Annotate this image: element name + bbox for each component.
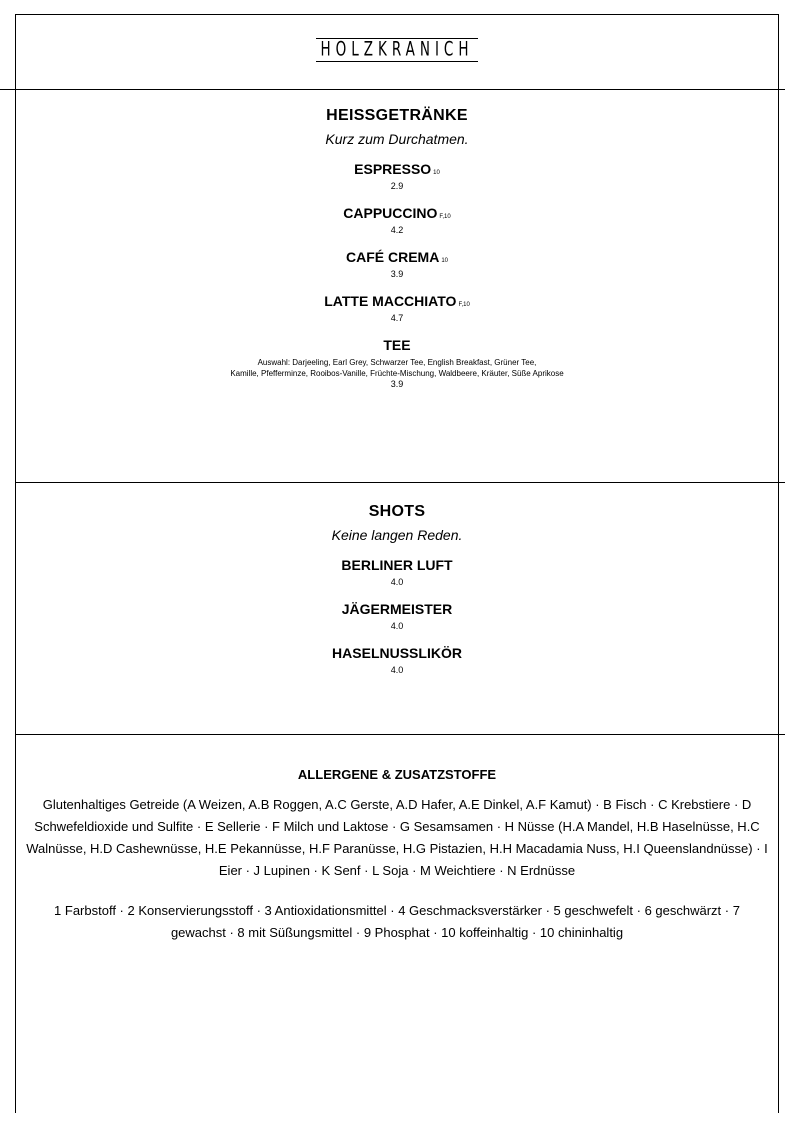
item-name: JÄGERMEISTER	[341, 601, 453, 617]
menu-item	[16, 249, 778, 279]
item-price: 4.0	[390, 665, 404, 675]
item-name: CAFÉ CREMA	[345, 249, 440, 265]
description-line: Kamille, Pfefferminze, Rooibos-Vanille, Früchte-Mischung, Waldbeere, Kräuter, Süße Aprikose	[230, 369, 564, 378]
item-allergens: 10	[441, 258, 449, 264]
menu-item	[16, 161, 778, 191]
logo-frame	[316, 38, 477, 62]
section-hot-drinks	[16, 107, 778, 389]
section-allergens	[16, 767, 778, 944]
item-name: ESPRESSO	[354, 161, 432, 177]
allergens-list: Glutenhaltiges Getreide (A Weizen, A.B Roggen, A.C Gerste, A.D Hafer, A.E Dinkel, A.F Kamut) · B Fisch · C Krebstiere · D Schwefeldioxide und Sulfite · E Sellerie · F Milch und Laktose · G Sesamsamen · H Nüsse (H.A Mandel, H.B Haselnüsse, H.C Walnüsse, H.D Cashewnüsse, H.E Pekannüsse, H.F Paranüsse, H.G Pistazien, H.H Macadamia Nuss, H.I Queenslandnüsse) · I Eier · J Lupinen · K Senf · L Soja · M Weichtiere · N Erdnüsse	[26, 797, 768, 878]
menu-item-tea	[16, 337, 778, 389]
item-name: CAPPUCCINO	[343, 205, 438, 221]
page-border-top	[15, 14, 779, 15]
brand-logo	[0, 38, 794, 62]
allergens-title: ALLERGENE & ZUSATZSTOFFE	[297, 767, 497, 782]
menu-item	[16, 557, 778, 587]
item-price: 2.9	[390, 181, 404, 191]
item-description	[16, 357, 778, 379]
divider	[0, 89, 785, 90]
item-allergens: 10	[433, 170, 440, 176]
item-price: 4.2	[390, 225, 404, 235]
menu-item	[16, 293, 778, 323]
item-name: LATTE MACCHIATO	[324, 293, 457, 309]
item-price: 4.7	[390, 313, 404, 323]
item-price: 4.0	[390, 621, 404, 631]
section-subtitle: Keine langen Reden.	[331, 527, 463, 543]
section-title: HEISSGETRÄNKE	[326, 107, 468, 124]
menu-item	[16, 601, 778, 631]
item-price: 3.9	[390, 269, 404, 279]
item-name: TEE	[383, 337, 411, 353]
additives-list: 1 Farbstoff · 2 Konservierungsstoff · 3 Antioxidationsmittel · 4 Geschmacksverstärker · 5 geschwefelt · 6 geschwärzt · 7 gewachst · 8 mit Süßungsmittel · 9 Phosphat · 10 koffeinhaltig · 10 chininhaltig	[54, 903, 740, 940]
description-line: Auswahl: Darjeeling, Earl Grey, Schwarzer Tee, English Breakfast, Grüner Tee,	[257, 358, 537, 367]
item-price: 3.9	[390, 379, 404, 389]
item-name: BERLINER LUFT	[341, 557, 453, 573]
item-price: 4.0	[390, 577, 404, 587]
item-name: HASELNUSSLIKÖR	[332, 645, 462, 661]
logo-text: HOLZKRANICH	[320, 37, 474, 61]
divider	[15, 482, 785, 483]
page-border-right	[778, 14, 779, 1113]
section-shots	[16, 503, 778, 675]
section-title: SHOTS	[368, 503, 426, 520]
item-allergens: F,10	[439, 214, 451, 220]
menu-item	[16, 205, 778, 235]
divider	[15, 734, 785, 735]
item-allergens: F,10	[458, 302, 470, 308]
menu-item	[16, 645, 778, 675]
section-subtitle: Kurz zum Durchatmen.	[325, 131, 469, 147]
